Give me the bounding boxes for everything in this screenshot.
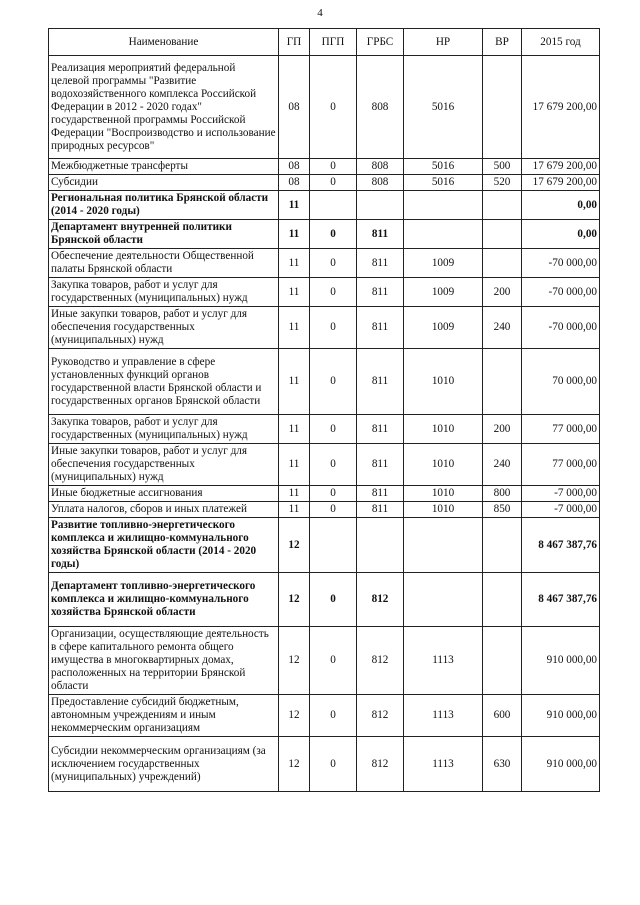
cell-grbs: 811 (357, 502, 404, 518)
cell-name: Иные бюджетные ассигнования (49, 486, 279, 502)
cell-gp: 11 (279, 307, 310, 349)
cell-vr: 800 (483, 486, 522, 502)
cell-pgp: 0 (310, 627, 357, 695)
cell-nr: 1010 (404, 502, 483, 518)
cell-nr (404, 191, 483, 220)
cell-pgp: 0 (310, 159, 357, 175)
cell-grbs: 812 (357, 737, 404, 792)
cell-name: Предоставление субсидий бюджетным, автономным учреждениям и иным некоммерческим организациям (49, 695, 279, 737)
cell-grbs: 811 (357, 486, 404, 502)
cell-pgp (310, 518, 357, 573)
cell-grbs: 812 (357, 695, 404, 737)
cell-vr: 500 (483, 159, 522, 175)
cell-nr: 1010 (404, 415, 483, 444)
header-grbs: ГРБС (357, 29, 404, 56)
cell-name: Развитие топливно-энергетического комплекса и жилищно-коммунального хозяйства Брянской области (2014 - 2020 годы) (49, 518, 279, 573)
header-pgp: ПГП (310, 29, 357, 56)
cell-nr: 1113 (404, 627, 483, 695)
header-row (49, 29, 600, 56)
cell-gp: 11 (279, 486, 310, 502)
cell-name: Обеспечение деятельности Общественной палаты Брянской области (49, 249, 279, 278)
cell-amount: 17 679 200,00 (522, 159, 600, 175)
page-number: 4 (317, 7, 323, 19)
cell-amount: 8 467 387,76 (522, 518, 600, 573)
table-row (49, 56, 600, 159)
cell-pgp: 0 (310, 444, 357, 486)
cell-name: Организации, осуществляющие деятельность в сфере капитального ремонта общего имущества в многоквартирных домах, расположенных на территории Брянской области (49, 627, 279, 695)
table-row (49, 191, 600, 220)
cell-vr (483, 56, 522, 159)
cell-nr: 1113 (404, 737, 483, 792)
table-row (49, 695, 600, 737)
cell-gp: 11 (279, 191, 310, 220)
cell-vr: 240 (483, 307, 522, 349)
cell-grbs (357, 191, 404, 220)
cell-vr (483, 573, 522, 627)
table-row (49, 737, 600, 792)
cell-name: Департамент внутренней политики Брянской области (49, 220, 279, 249)
cell-pgp: 0 (310, 56, 357, 159)
table-row (49, 349, 600, 415)
header-name: Наименование (49, 29, 279, 56)
cell-gp: 12 (279, 518, 310, 573)
cell-amount: 70 000,00 (522, 349, 600, 415)
table-row (49, 220, 600, 249)
cell-amount: 910 000,00 (522, 737, 600, 792)
cell-vr (483, 220, 522, 249)
cell-name: Субсидии (49, 175, 279, 191)
cell-name: Иные закупки товаров, работ и услуг для обеспечения государственных (муниципальных) нужд (49, 307, 279, 349)
cell-nr: 1009 (404, 307, 483, 349)
table-row (49, 415, 600, 444)
cell-pgp: 0 (310, 307, 357, 349)
cell-amount: 910 000,00 (522, 627, 600, 695)
cell-pgp: 0 (310, 415, 357, 444)
cell-name: Иные закупки товаров, работ и услуг для обеспечения государственных (муниципальных) нужд (49, 444, 279, 486)
cell-nr: 1010 (404, 349, 483, 415)
cell-gp: 12 (279, 695, 310, 737)
cell-nr: 5016 (404, 159, 483, 175)
table-row (49, 249, 600, 278)
cell-amount: 17 679 200,00 (522, 175, 600, 191)
cell-nr: 5016 (404, 56, 483, 159)
cell-gp: 11 (279, 249, 310, 278)
cell-amount: 0,00 (522, 220, 600, 249)
cell-vr: 200 (483, 415, 522, 444)
cell-vr (483, 349, 522, 415)
cell-pgp: 0 (310, 486, 357, 502)
cell-vr: 630 (483, 737, 522, 792)
cell-pgp: 0 (310, 278, 357, 307)
table-row (49, 159, 600, 175)
cell-pgp: 0 (310, 249, 357, 278)
table-row (49, 444, 600, 486)
cell-amount: -70 000,00 (522, 249, 600, 278)
cell-amount: -70 000,00 (522, 307, 600, 349)
cell-gp: 11 (279, 278, 310, 307)
cell-vr (483, 518, 522, 573)
cell-name: Субсидии некоммерческим организациям (за исключением государственных (муниципальных) учреждений) (49, 737, 279, 792)
cell-grbs: 812 (357, 627, 404, 695)
cell-name: Руководство и управление в сфере установленных функций органов государственной власти Брянской области и государственных органов Брянской области (49, 349, 279, 415)
cell-name: Закупка товаров, работ и услуг для государственных (муниципальных) нужд (49, 278, 279, 307)
cell-name: Закупка товаров, работ и услуг для государственных (муниципальных) нужд (49, 415, 279, 444)
header-nr: НР (404, 29, 483, 56)
cell-amount: -7 000,00 (522, 486, 600, 502)
cell-gp: 08 (279, 56, 310, 159)
cell-amount: 17 679 200,00 (522, 56, 600, 159)
cell-nr (404, 573, 483, 627)
cell-grbs: 811 (357, 220, 404, 249)
cell-pgp: 0 (310, 737, 357, 792)
cell-amount: -70 000,00 (522, 278, 600, 307)
cell-amount: 77 000,00 (522, 415, 600, 444)
table-row (49, 573, 600, 627)
cell-nr: 1009 (404, 278, 483, 307)
cell-pgp: 0 (310, 175, 357, 191)
cell-name: Уплата налогов, сборов и иных платежей (49, 502, 279, 518)
cell-amount: 77 000,00 (522, 444, 600, 486)
cell-pgp: 0 (310, 573, 357, 627)
cell-nr: 1010 (404, 444, 483, 486)
cell-name: Межбюджетные трансферты (49, 159, 279, 175)
cell-gp: 11 (279, 415, 310, 444)
cell-pgp (310, 191, 357, 220)
header-year-2015: 2015 год (522, 29, 600, 56)
cell-grbs: 808 (357, 56, 404, 159)
cell-grbs: 811 (357, 444, 404, 486)
table-row (49, 278, 600, 307)
cell-gp: 08 (279, 175, 310, 191)
cell-vr (483, 191, 522, 220)
cell-amount: -7 000,00 (522, 502, 600, 518)
table-row (49, 175, 600, 191)
table-row (49, 486, 600, 502)
cell-vr: 600 (483, 695, 522, 737)
cell-vr: 240 (483, 444, 522, 486)
cell-vr: 200 (483, 278, 522, 307)
cell-nr: 5016 (404, 175, 483, 191)
cell-nr: 1009 (404, 249, 483, 278)
cell-grbs: 811 (357, 307, 404, 349)
cell-gp: 11 (279, 444, 310, 486)
cell-nr (404, 220, 483, 249)
cell-name: Департамент топливно-энергетического комплекса и жилищно-коммунального хозяйства Брянской области (49, 573, 279, 627)
cell-pgp: 0 (310, 349, 357, 415)
cell-amount: 8 467 387,76 (522, 573, 600, 627)
table-row (49, 502, 600, 518)
cell-grbs: 808 (357, 175, 404, 191)
table-row (49, 518, 600, 573)
cell-gp: 11 (279, 502, 310, 518)
cell-nr: 1113 (404, 695, 483, 737)
table-row (49, 307, 600, 349)
cell-gp: 11 (279, 220, 310, 249)
cell-grbs (357, 518, 404, 573)
cell-nr: 1010 (404, 486, 483, 502)
table-row (49, 627, 600, 695)
cell-pgp: 0 (310, 502, 357, 518)
cell-gp: 12 (279, 737, 310, 792)
cell-grbs: 811 (357, 278, 404, 307)
cell-name: Региональная политика Брянской области (2014 - 2020 годы) (49, 191, 279, 220)
header-vr: ВР (483, 29, 522, 56)
cell-vr: 850 (483, 502, 522, 518)
cell-gp: 11 (279, 349, 310, 415)
cell-vr: 520 (483, 175, 522, 191)
header-gp: ГП (279, 29, 310, 56)
cell-grbs: 812 (357, 573, 404, 627)
cell-vr (483, 249, 522, 278)
cell-pgp: 0 (310, 695, 357, 737)
cell-vr (483, 627, 522, 695)
cell-amount: 0,00 (522, 191, 600, 220)
cell-gp: 12 (279, 573, 310, 627)
cell-grbs: 808 (357, 159, 404, 175)
cell-gp: 08 (279, 159, 310, 175)
cell-grbs: 811 (357, 249, 404, 278)
cell-gp: 12 (279, 627, 310, 695)
cell-amount: 910 000,00 (522, 695, 600, 737)
cell-name: Реализация мероприятий федеральной целевой программы "Развитие водохозяйственного комплекса Российской Федерации в 2012 - 2020 годах" государственной программы Российской Федерации "Воспроизводство и использование природных ресурсов" (49, 56, 279, 159)
cell-pgp: 0 (310, 220, 357, 249)
cell-grbs: 811 (357, 415, 404, 444)
cell-grbs: 811 (357, 349, 404, 415)
cell-nr (404, 518, 483, 573)
budget-table (48, 28, 600, 792)
